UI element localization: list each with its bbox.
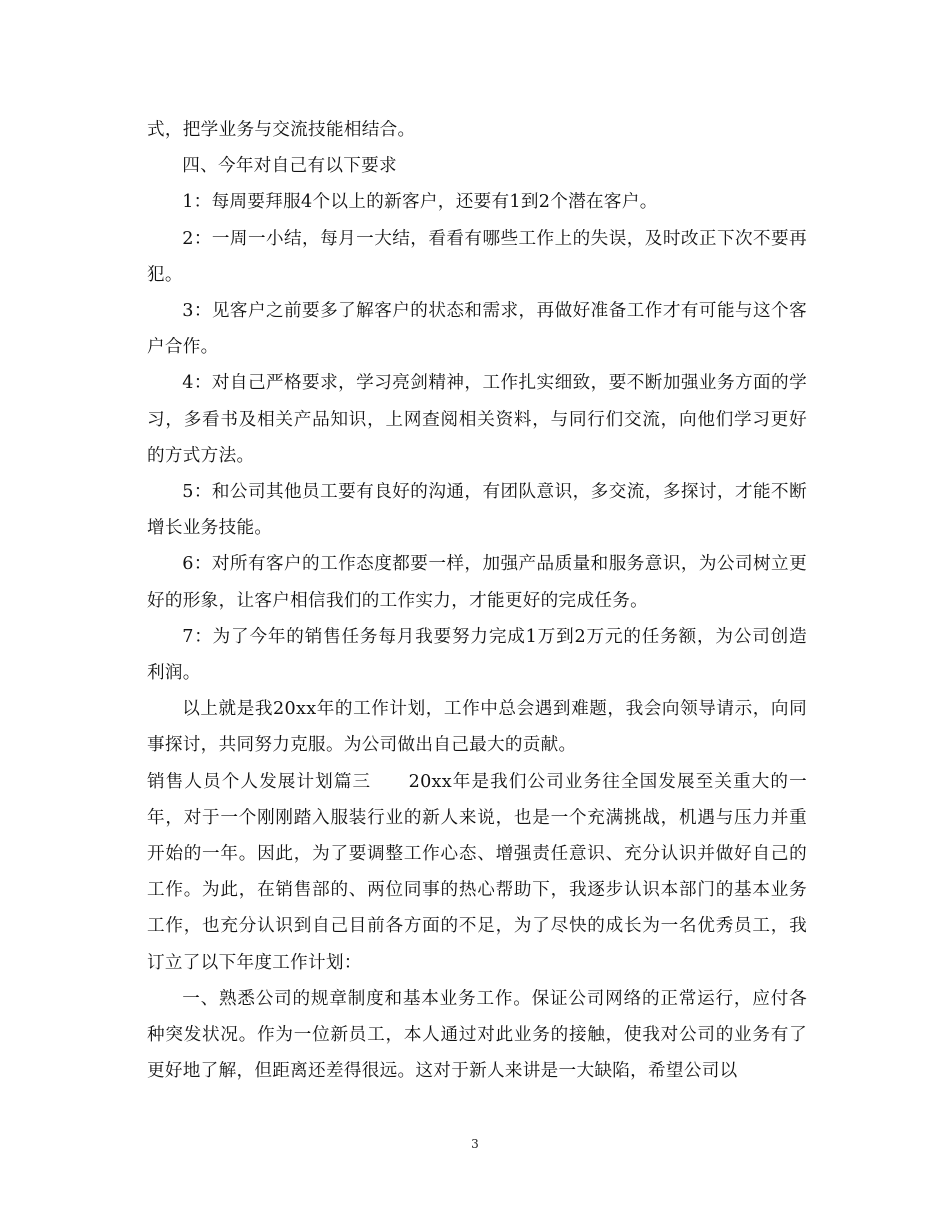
list-item: 4：对自己严格要求，学习亮剑精神，工作扎实细致，要不断加强业务方面的学习，多看书及相关产品知识，上网查阅相关资料，与同行们交流，向他们学习更好的方式方法。 [147, 373, 807, 466]
paragraph: 式，把学业务与交流技能相结合。 [147, 120, 416, 140]
list-item: 7：为了今年的销售任务每月我要努力完成1万到2万元的任务额，为公司创造利润。 [147, 626, 807, 684]
paragraph: 以上就是我20xx年的工作计划，工作中总会遇到难题，我会向领导请示，向同事探讨，共同努力克服。为公司做出自己最大的贡献。 [147, 699, 807, 756]
page-number: 3 [471, 1137, 479, 1151]
list-item: 3：见客户之前要多了解客户的状态和需求，再做好准备工作才有可能与这个客户合作。 [147, 301, 807, 358]
paragraph: 一、熟悉公司的规章制度和基本业务工作。保证公司网络的正常运行，应付各种突发状况。作为一位新员工，本人通过对此业务的接触，使我对公司的业务有了更好地了解，但距离还差得很远。这对于新人来讲是一大缺陷，希望公司以 [147, 988, 807, 1082]
list-item: 5：和公司其他员工要有良好的沟通，有团队意识，多交流，多探讨，才能不断增长业务技能。 [147, 482, 807, 539]
section-paragraph: 销售人员个人发展计划篇三 20xx年是我们公司业务往全国发展至关重大的一年，对于一个刚刚踏入服装行业的新人来说，也是一个充满挑战，机遇与压力并重开始的一年。因此，为了要调整工作心态、增强责任意识、充分认识并做好自己的工作。为此，在销售部的、两位同事的热心帮助下，我逐步认识本部门的基本业务工作，也充分认识到自己目前各方面的不足，为了尽快的成长为一名优秀员工，我订立了以下年度工作计划： [147, 771, 807, 973]
list-item: 2：一周一小结，每月一大结，看看有哪些工作上的失误，及时改正下次不要再犯。 [147, 228, 807, 285]
list-item: 6：对所有客户的工作态度都要一样，加强产品质量和服务意识，为公司树立更好的形象，让客户相信我们的工作实力，才能更好的完成任务。 [147, 554, 807, 611]
section-heading: 四、今年对自己有以下要求 [182, 156, 397, 177]
list-item: 1：每周要拜服4个以上的新客户，还要有1到2个潜在客户。 [182, 192, 658, 213]
document-body [147, 112, 807, 1089]
